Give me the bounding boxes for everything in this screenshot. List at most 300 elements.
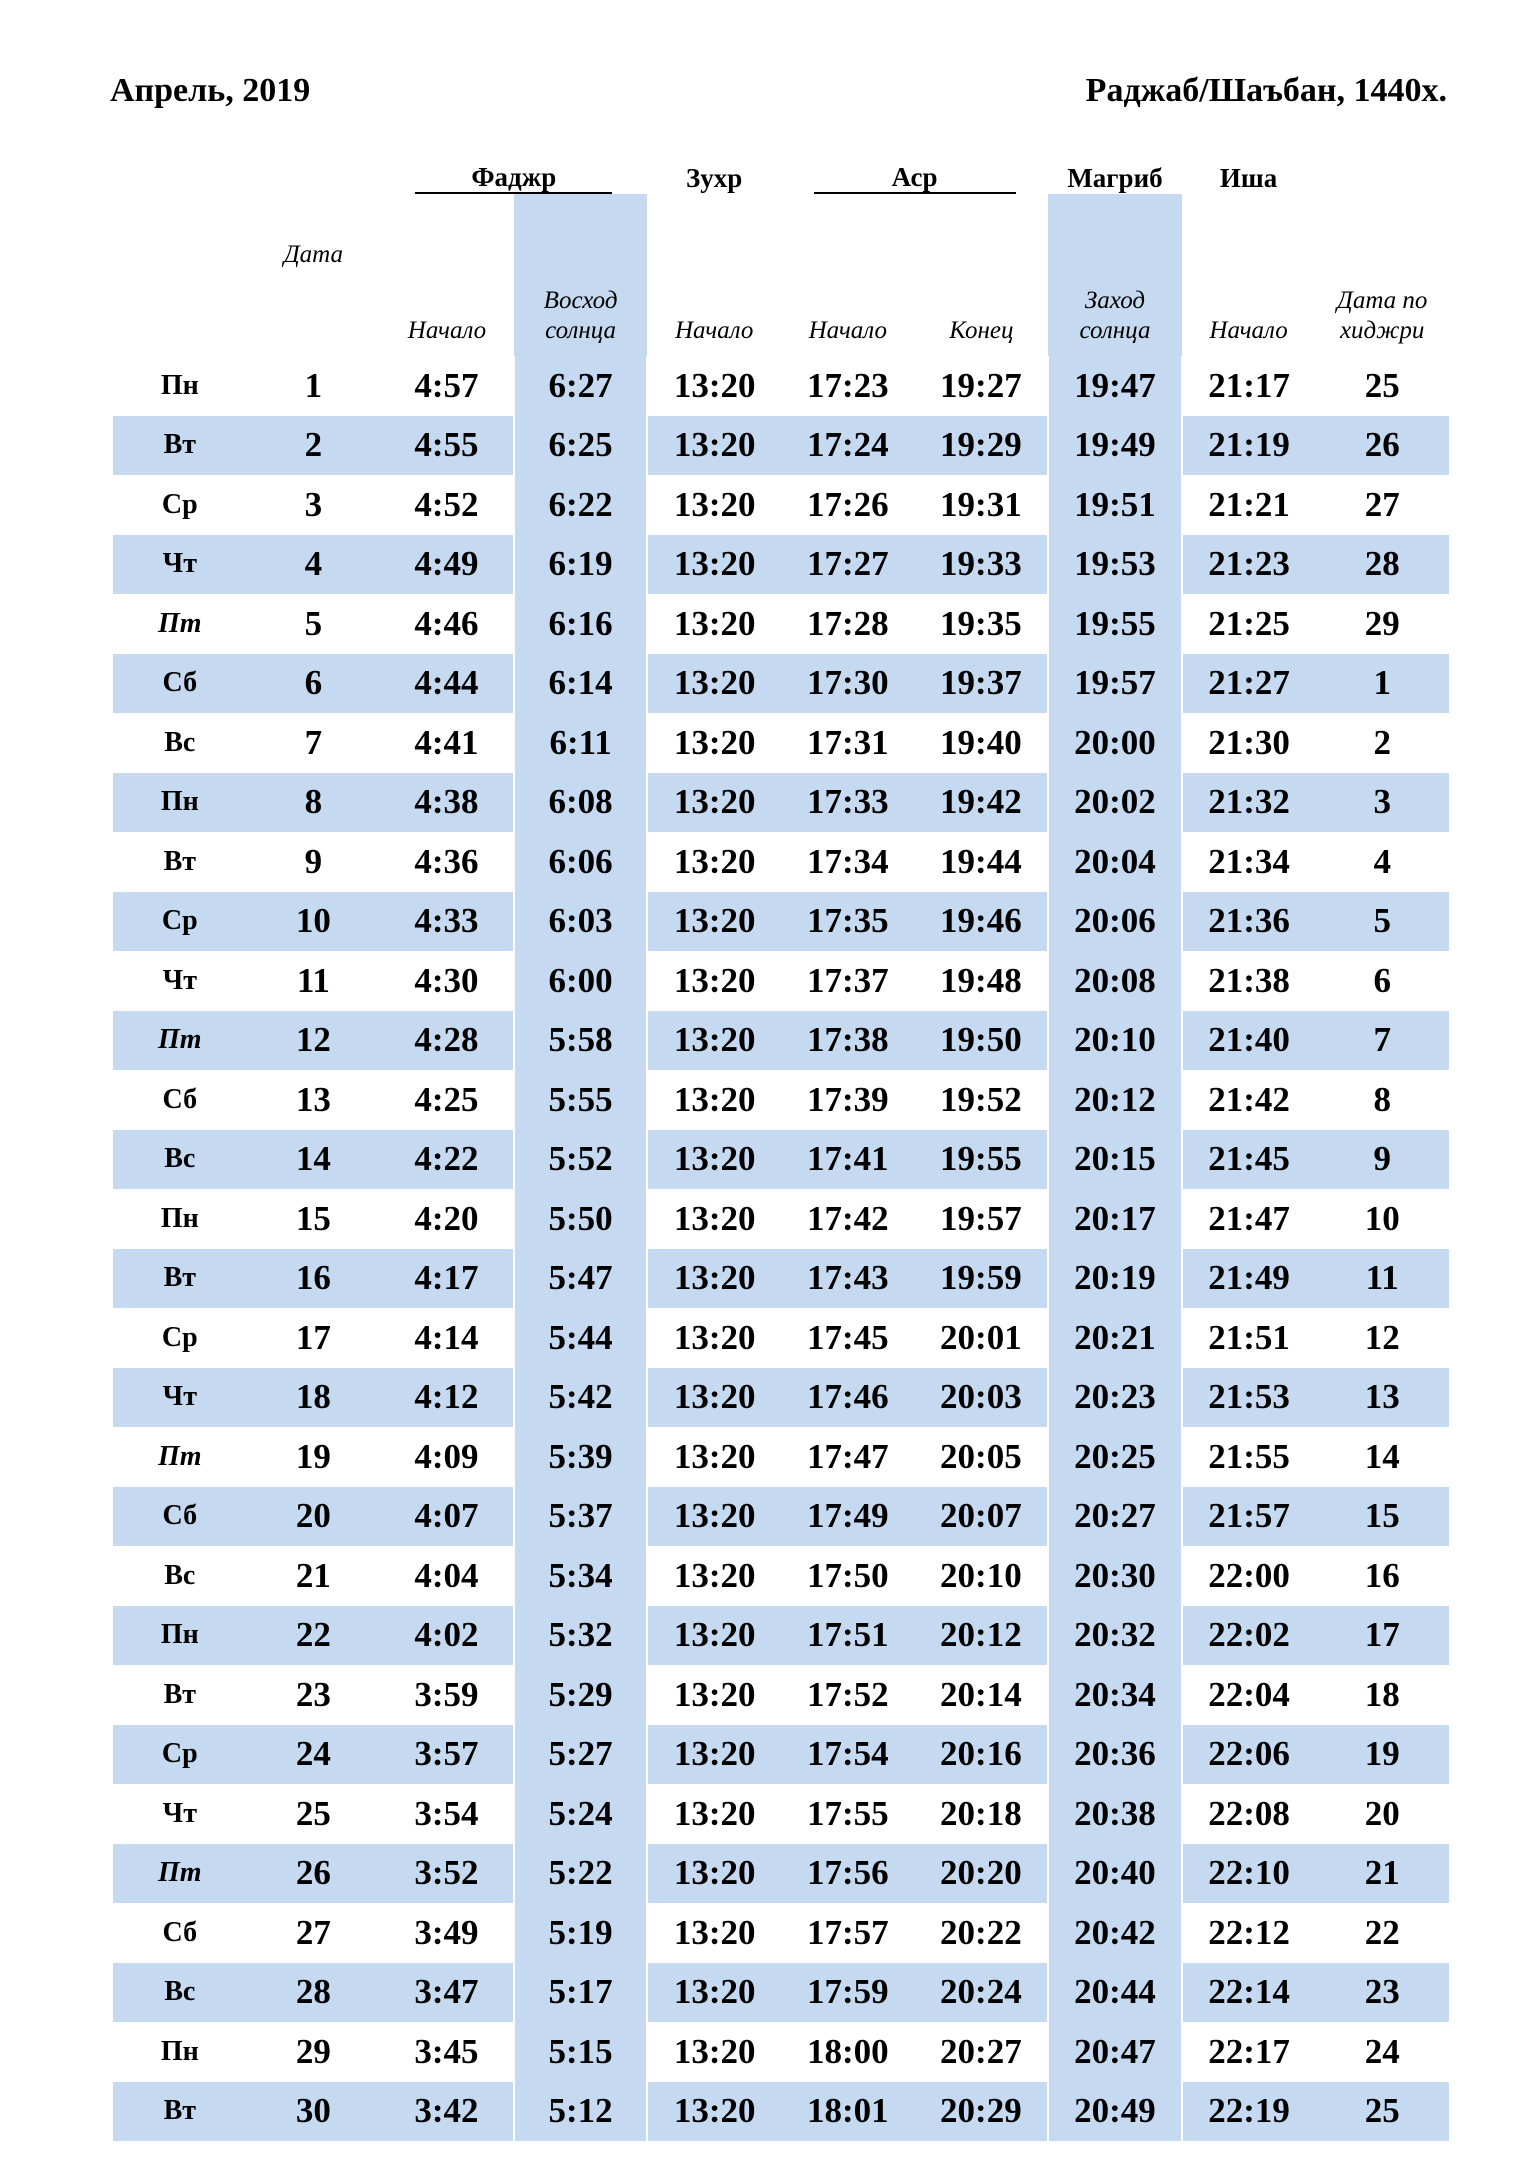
asr-start-cell: 17:41 [781, 1130, 915, 1190]
hijri-date-cell: 9 [1315, 1130, 1449, 1190]
hijri-date-cell: 14 [1364, 1436, 1400, 1476]
zuhr-start-cell: 13:20 [673, 1793, 756, 1833]
isha-start-cell: 21:40 [1182, 1011, 1316, 1071]
weekday-cell: Вт [163, 1678, 197, 1710]
zuhr-start-cell: 13:20 [647, 535, 781, 595]
sunset-cell: 20:08 [1048, 951, 1182, 1011]
weekday-cell: Вс [113, 1963, 247, 2023]
asr-start-cell: 17:26 [806, 484, 889, 524]
table-row [113, 1427, 1449, 1487]
sunset-cell: 19:49 [1048, 416, 1182, 476]
sunrise-header: Восход солнца [514, 194, 648, 356]
sunrise-cell: 6:14 [514, 654, 648, 714]
asr-end-cell: 20:24 [915, 1963, 1049, 2023]
fajr-start-cell: 4:49 [380, 535, 514, 595]
sunrise-cell: 5:42 [514, 1368, 648, 1428]
isha-start-cell: 21:53 [1182, 1368, 1316, 1428]
sunset-cell: 20:10 [1048, 1011, 1182, 1071]
date-cell: 28 [247, 1963, 381, 2023]
date-cell: 21 [295, 1555, 331, 1595]
asr-start-cell: 17:57 [806, 1912, 889, 1952]
sunrise-cell: 6:08 [514, 773, 648, 833]
asr-start-cell: 17:45 [806, 1317, 889, 1357]
asr-end-cell: 19:52 [940, 1079, 1022, 1119]
date-cell: 4 [247, 535, 381, 595]
fajr-start-cell: 4:46 [414, 603, 479, 643]
date-cell: 20 [247, 1487, 381, 1547]
asr-start-cell: 17:39 [806, 1079, 889, 1119]
sunset-cell: 20:34 [1048, 1665, 1182, 1725]
weekday-cell: Пт [113, 1011, 247, 1071]
isha-start-cell: 21:47 [1208, 1198, 1290, 1238]
prayer-timetable [113, 158, 1449, 2141]
asr-start-cell: 17:24 [781, 416, 915, 476]
asr-start-cell: 17:55 [806, 1793, 889, 1833]
isha-start-cell: 21:21 [1208, 484, 1290, 524]
weekday-cell: Ср [113, 892, 247, 952]
weekday-cell: Вт [163, 845, 197, 877]
asr-end-cell: 19:40 [940, 722, 1022, 762]
zuhr-start-cell: 13:20 [647, 416, 781, 476]
date-cell: 29 [295, 2031, 331, 2071]
asr-end-cell: 19:46 [915, 892, 1049, 952]
isha-start-cell: 21:34 [1208, 841, 1290, 881]
sunrise-cell: 5:37 [514, 1487, 648, 1547]
fajr-start-cell: 4:33 [380, 892, 514, 952]
asr-start-cell: 17:46 [781, 1368, 915, 1428]
sunset-cell: 20:27 [1048, 1487, 1182, 1547]
table-row [113, 1546, 1449, 1606]
zuhr-start-cell: 13:20 [647, 1606, 781, 1666]
date-cell: 5 [304, 603, 323, 643]
hijri-date-cell: 16 [1364, 1555, 1400, 1595]
date-column-header: Дата [283, 241, 344, 268]
hijri-date-cell: 22 [1364, 1912, 1400, 1952]
asr-start-cell: 17:52 [806, 1674, 889, 1714]
asr-start-cell: 17:30 [781, 654, 915, 714]
zuhr-start-cell: 13:20 [673, 1555, 756, 1595]
isha-start-cell: 22:17 [1208, 2031, 1290, 2071]
sunset-cell: 20:23 [1048, 1368, 1182, 1428]
date-cell: 18 [247, 1368, 381, 1428]
sunrise-cell: 6:27 [514, 356, 648, 416]
sunset-cell: 20:40 [1048, 1844, 1182, 1904]
fajr-start-cell: 3:52 [380, 1844, 514, 1904]
fajr-start-cell: 4:20 [414, 1198, 479, 1238]
zuhr-start-cell: 13:20 [673, 960, 756, 1000]
fajr-start-cell: 3:59 [414, 1674, 479, 1714]
date-cell: 3 [304, 484, 323, 524]
asr-start-cell: 17:59 [781, 1963, 915, 2023]
asr-end-cell: 19:37 [915, 654, 1049, 714]
date-cell: 22 [247, 1606, 381, 1666]
table-row [113, 594, 1449, 654]
weekday-cell: Пн [113, 773, 247, 833]
zuhr-start-cell: 13:20 [673, 1674, 756, 1714]
hijri-date-cell: 3 [1315, 773, 1449, 833]
fajr-start-cell: 4:17 [380, 1249, 514, 1309]
isha-start-cell: 21:27 [1182, 654, 1316, 714]
table-row [113, 832, 1449, 892]
asr-end-cell: 19:31 [940, 484, 1022, 524]
asr-start-cell: 17:49 [781, 1487, 915, 1547]
fajr-start-cell: 4:30 [414, 960, 479, 1000]
asr-end-cell: 19:59 [915, 1249, 1049, 1309]
sunset-cell: 20:04 [1048, 832, 1182, 892]
isha-start-cell: 21:32 [1182, 773, 1316, 833]
weekday-cell: Вс [164, 726, 196, 758]
asr-start-cell: 18:00 [806, 2031, 889, 2071]
zuhr-start-cell: 13:20 [673, 1436, 756, 1476]
zuhr-group-header: Зухр [686, 163, 743, 193]
isha-start-cell: 21:30 [1208, 722, 1290, 762]
hijri-date-cell: 26 [1315, 416, 1449, 476]
sunrise-cell: 6:16 [514, 594, 648, 654]
table-row [113, 892, 1449, 952]
asr-end-cell: 20:22 [940, 1912, 1022, 1952]
date-cell: 13 [295, 1079, 331, 1119]
sunrise-cell: 5:58 [514, 1011, 648, 1071]
sunset-cell: 20:25 [1048, 1427, 1182, 1487]
hijri-date-header: Дата по хиджри [1336, 287, 1428, 344]
asr-start-cell: 17:47 [806, 1436, 889, 1476]
asr-end-cell: 19:33 [915, 535, 1049, 595]
zuhr-start-cell: 13:20 [647, 1725, 781, 1785]
table-row [113, 1487, 1449, 1547]
date-cell: 19 [295, 1436, 331, 1476]
fajr-start-cell: 4:57 [414, 365, 479, 405]
fajr-start-header: Начало [407, 317, 487, 344]
sunrise-cell: 6:11 [514, 713, 648, 773]
sunset-cell: 20:17 [1048, 1189, 1182, 1249]
table-row [113, 1725, 1449, 1785]
isha-start-cell: 22:12 [1208, 1912, 1290, 1952]
table-row [113, 2022, 1449, 2082]
table-row [113, 2082, 1449, 2142]
hijri-date-cell: 28 [1315, 535, 1449, 595]
zuhr-start-cell: 13:20 [673, 484, 756, 524]
date-cell: 27 [295, 1912, 331, 1952]
zuhr-start-cell: 13:20 [673, 603, 756, 643]
asr-end-cell: 19:55 [915, 1130, 1049, 1190]
hijri-date-cell: 27 [1364, 484, 1400, 524]
asr-end-cell: 20:07 [915, 1487, 1049, 1547]
weekday-cell: Пн [160, 369, 199, 401]
asr-start-cell: 17:28 [806, 603, 889, 643]
hijri-date-cell: 19 [1315, 1725, 1449, 1785]
asr-end-cell: 19:29 [915, 416, 1049, 476]
fajr-start-cell: 4:12 [380, 1368, 514, 1428]
zuhr-start-cell: 13:20 [673, 1198, 756, 1238]
isha-start-cell: 21:17 [1208, 365, 1290, 405]
table-row [113, 1903, 1449, 1963]
asr-end-cell: 19:42 [915, 773, 1049, 833]
sunset-cell: 20:00 [1048, 713, 1182, 773]
blank-header [247, 158, 381, 194]
weekday-cell: Вс [113, 1130, 247, 1190]
blank-header [113, 158, 247, 194]
table-row [113, 773, 1449, 833]
date-cell: 9 [304, 841, 323, 881]
asr-end-cell: 20:10 [940, 1555, 1022, 1595]
asr-end-cell: 20:01 [940, 1317, 1022, 1357]
date-cell: 2 [247, 416, 381, 476]
isha-start-cell: 21:51 [1208, 1317, 1290, 1357]
zuhr-start-cell: 13:20 [647, 773, 781, 833]
sunset-cell: 20:19 [1048, 1249, 1182, 1309]
sunrise-cell: 6:22 [514, 475, 648, 535]
sunset-cell: 20:02 [1048, 773, 1182, 833]
zuhr-start-cell: 13:20 [673, 1079, 756, 1119]
zuhr-start-header: Начало [675, 317, 754, 344]
isha-start-cell: 22:19 [1182, 2082, 1316, 2142]
sunset-cell: 19:51 [1048, 475, 1182, 535]
hijri-date-cell: 2 [1373, 722, 1391, 762]
zuhr-start-cell: 13:20 [673, 841, 756, 881]
weekday-cell: Ср [161, 1321, 198, 1353]
hijri-date-cell: 6 [1373, 960, 1391, 1000]
sunrise-cell: 6:06 [514, 832, 648, 892]
sunset-cell: 20:21 [1048, 1308, 1182, 1368]
zuhr-start-cell: 13:20 [673, 365, 756, 405]
asr-start-cell: 17:35 [781, 892, 915, 952]
weekday-cell: Чт [113, 1368, 247, 1428]
isha-group-header: Иша [1219, 163, 1278, 193]
asr-group-header: Аср [781, 158, 1048, 194]
isha-start-cell: 21:55 [1208, 1436, 1290, 1476]
table-row [113, 654, 1449, 714]
table-row [113, 1011, 1449, 1071]
isha-start-cell: 22:02 [1182, 1606, 1316, 1666]
isha-start-cell: 21:45 [1182, 1130, 1316, 1190]
sunrise-cell: 5:34 [514, 1546, 648, 1606]
isha-start-header: Начало [1209, 317, 1288, 344]
asr-start-cell: 17:51 [781, 1606, 915, 1666]
asr-start-cell: 17:23 [806, 365, 889, 405]
fajr-start-cell: 4:44 [380, 654, 514, 714]
asr-start-cell: 17:43 [781, 1249, 915, 1309]
sunset-cell: 20:36 [1048, 1725, 1182, 1785]
sunrise-cell: 5:44 [514, 1308, 648, 1368]
fajr-start-cell: 4:52 [414, 484, 479, 524]
fajr-start-cell: 4:55 [380, 416, 514, 476]
sunset-cell: 19:53 [1048, 535, 1182, 595]
sunrise-cell: 6:00 [514, 951, 648, 1011]
zuhr-start-cell: 13:20 [647, 1130, 781, 1190]
fajr-start-cell: 4:38 [380, 773, 514, 833]
asr-start-cell: 17:37 [806, 960, 889, 1000]
zuhr-start-cell: 13:20 [647, 2082, 781, 2142]
sunset-cell: 20:42 [1048, 1903, 1182, 1963]
asr-start-cell: 17:34 [806, 841, 889, 881]
table-row [113, 416, 1449, 476]
fajr-start-cell: 4:28 [380, 1011, 514, 1071]
sunrise-cell: 5:52 [514, 1130, 648, 1190]
sunrise-cell: 5:47 [514, 1249, 648, 1309]
hijri-date-cell: 25 [1364, 365, 1400, 405]
zuhr-start-cell: 13:20 [647, 892, 781, 952]
sunrise-cell: 5:19 [514, 1903, 648, 1963]
date-cell: 30 [247, 2082, 381, 2142]
table-row [113, 1249, 1449, 1309]
sunrise-cell: 5:32 [514, 1606, 648, 1666]
fajr-start-cell: 3:45 [414, 2031, 479, 2071]
page-title-month: Апрель, 2019 [110, 72, 311, 109]
sunrise-cell: 5:12 [514, 2082, 648, 2142]
fajr-start-cell: 4:41 [414, 722, 479, 762]
isha-start-cell: 22:14 [1182, 1963, 1316, 2023]
sunrise-cell: 5:27 [514, 1725, 648, 1785]
asr-end-cell: 20:18 [940, 1793, 1022, 1833]
zuhr-start-cell: 13:20 [673, 1912, 756, 1952]
sunset-cell: 20:38 [1048, 1784, 1182, 1844]
sunrise-cell: 5:50 [514, 1189, 648, 1249]
fajr-start-cell: 4:02 [380, 1606, 514, 1666]
isha-start-cell: 22:06 [1182, 1725, 1316, 1785]
hijri-date-cell: 10 [1364, 1198, 1400, 1238]
weekday-cell: Сб [162, 1083, 198, 1115]
asr-end-cell: 19:35 [940, 603, 1022, 643]
zuhr-start-cell: 13:20 [647, 1844, 781, 1904]
hijri-date-cell: 25 [1315, 2082, 1449, 2142]
table-row [113, 1606, 1449, 1666]
weekday-cell: Сб [162, 1916, 198, 1948]
sunset-cell: 20:49 [1048, 2082, 1182, 2142]
table-row [113, 1189, 1449, 1249]
isha-start-cell: 22:10 [1182, 1844, 1316, 1904]
sunrise-cell: 5:22 [514, 1844, 648, 1904]
asr-end-cell: 20:27 [940, 2031, 1022, 2071]
isha-start-cell: 21:36 [1182, 892, 1316, 952]
sunset-cell: 20:06 [1048, 892, 1182, 952]
hijri-date-cell: 29 [1364, 603, 1400, 643]
date-cell: 6 [247, 654, 381, 714]
hijri-date-cell: 5 [1315, 892, 1449, 952]
table-row [113, 1070, 1449, 1130]
hijri-date-cell: 23 [1315, 1963, 1449, 2023]
sunrise-cell: 5:15 [514, 2022, 648, 2082]
sunrise-cell: 6:19 [514, 535, 648, 595]
table-row [113, 1368, 1449, 1428]
weekday-cell: Пн [160, 1202, 199, 1234]
zuhr-start-cell: 13:20 [673, 1317, 756, 1357]
asr-end-cell: 20:05 [940, 1436, 1022, 1476]
zuhr-start-cell: 13:20 [647, 1249, 781, 1309]
asr-start-header: Начало [808, 317, 887, 344]
asr-end-cell: 19:48 [940, 960, 1022, 1000]
weekday-cell: Вт [113, 2082, 247, 2142]
asr-end-cell: 20:14 [940, 1674, 1022, 1714]
zuhr-start-cell: 13:20 [647, 1011, 781, 1071]
fajr-start-cell: 3:47 [380, 1963, 514, 2023]
sunset-cell: 20:12 [1048, 1070, 1182, 1130]
date-cell: 11 [296, 960, 330, 1000]
table-row [113, 475, 1449, 535]
table-row [113, 951, 1449, 1011]
asr-end-cell: 19:27 [940, 365, 1022, 405]
blank-subheader [113, 194, 247, 356]
hijri-date-cell: 4 [1373, 841, 1391, 881]
fajr-start-cell: 4:14 [414, 1317, 479, 1357]
asr-start-cell: 17:31 [806, 722, 889, 762]
sunrise-cell: 6:03 [514, 892, 648, 952]
date-cell: 14 [247, 1130, 381, 1190]
date-cell: 7 [304, 722, 323, 762]
isha-start-cell: 22:04 [1208, 1674, 1290, 1714]
fajr-start-cell: 4:36 [414, 841, 479, 881]
weekday-cell: Пт [158, 1440, 202, 1472]
date-cell: 8 [247, 773, 381, 833]
table-row [113, 1963, 1449, 2023]
asr-end-cell: 20:29 [915, 2082, 1049, 2142]
hijri-date-cell: 15 [1315, 1487, 1449, 1547]
sunrise-cell: 6:25 [514, 416, 648, 476]
sunrise-cell: 5:24 [514, 1784, 648, 1844]
sunset-cell: 19:55 [1048, 594, 1182, 654]
sunrise-cell: 5:39 [514, 1427, 648, 1487]
sunset-cell: 20:47 [1048, 2022, 1182, 2082]
zuhr-start-cell: 13:20 [647, 1487, 781, 1547]
asr-start-cell: 17:38 [781, 1011, 915, 1071]
fajr-start-cell: 4:09 [414, 1436, 479, 1476]
hijri-date-cell: 18 [1364, 1674, 1400, 1714]
fajr-start-cell: 4:04 [414, 1555, 479, 1595]
isha-start-cell: 22:08 [1208, 1793, 1290, 1833]
fajr-start-cell: 3:49 [414, 1912, 479, 1952]
sunset-header: Заход солнца [1048, 194, 1182, 356]
isha-start-cell: 21:49 [1182, 1249, 1316, 1309]
fajr-start-cell: 4:07 [380, 1487, 514, 1547]
sunrise-cell: 5:55 [514, 1070, 648, 1130]
hijri-date-cell: 7 [1315, 1011, 1449, 1071]
blank-header [1315, 158, 1449, 194]
table-row [113, 1784, 1449, 1844]
hijri-date-cell: 8 [1373, 1079, 1391, 1119]
weekday-cell: Ср [161, 488, 198, 520]
table-row [113, 1665, 1449, 1725]
table-row [113, 535, 1449, 595]
isha-start-cell: 21:57 [1182, 1487, 1316, 1547]
date-cell: 25 [295, 1793, 331, 1833]
fajr-start-cell: 3:54 [414, 1793, 479, 1833]
fajr-start-cell: 4:25 [414, 1079, 479, 1119]
hijri-date-cell: 21 [1315, 1844, 1449, 1904]
maghrib-group-header: Магриб [1067, 163, 1163, 193]
weekday-cell: Ср [113, 1725, 247, 1785]
date-cell: 15 [295, 1198, 331, 1238]
page-title-hijri-month: Раджаб/Шаъбан, 1440х. [1085, 72, 1447, 109]
weekday-cell: Чт [162, 1797, 197, 1829]
asr-end-header: Конец [949, 317, 1014, 344]
asr-end-cell: 20:16 [915, 1725, 1049, 1785]
table-row [113, 1130, 1449, 1190]
weekday-cell: Пн [113, 1606, 247, 1666]
date-cell: 17 [295, 1317, 331, 1357]
weekday-cell: Чт [113, 535, 247, 595]
asr-start-cell: 17:56 [781, 1844, 915, 1904]
table-row [113, 1844, 1449, 1904]
asr-end-cell: 20:20 [915, 1844, 1049, 1904]
weekday-cell: Сб [113, 654, 247, 714]
date-cell: 12 [247, 1011, 381, 1071]
weekday-cell: Сб [113, 1487, 247, 1547]
hijri-date-cell: 11 [1315, 1249, 1449, 1309]
hijri-date-cell: 13 [1315, 1368, 1449, 1428]
group-header-row [113, 158, 1449, 194]
weekday-cell: Пт [113, 1844, 247, 1904]
asr-end-cell: 20:03 [915, 1368, 1049, 1428]
table-row [113, 713, 1449, 773]
